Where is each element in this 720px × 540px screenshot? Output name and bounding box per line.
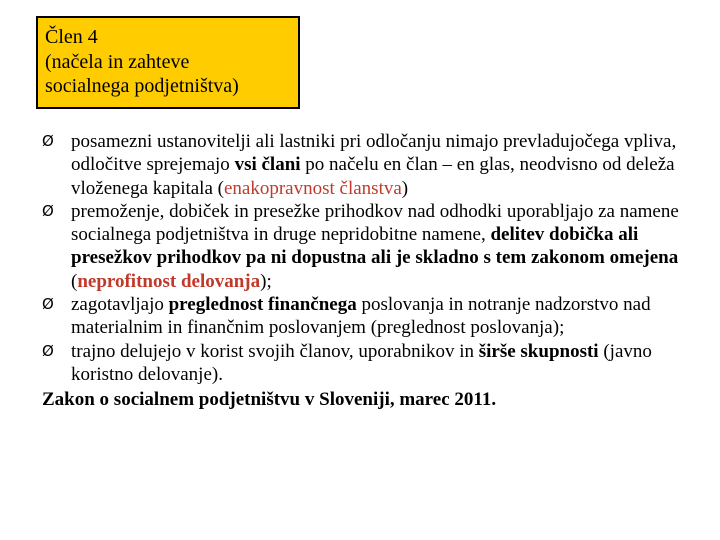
principles-list <box>42 130 702 412</box>
item-text: trajno delujejo v korist svojih članov, uporabnikov in <box>71 340 479 362</box>
item-text: zagotavljajo <box>71 294 169 316</box>
footer-citation: Zakon o socialnem podjetništvu v Sloveniji, marec 2011. <box>42 389 497 411</box>
arrow-bullet-icon: Ø <box>42 201 54 220</box>
item-text: ); <box>260 270 272 292</box>
item-text: ) <box>401 177 409 199</box>
item-emphasis: delitev dobička ali presežkov prihodkov pa ni dopustna ali je skladno s tem zakonom omejena <box>71 224 679 269</box>
item-emphasis: vsi člani <box>234 154 301 176</box>
title-line-1: Člen 4 <box>45 26 98 48</box>
list-item <box>42 200 702 293</box>
item-text: premoženje, dobiček in presežke prihodkov nad odhodki uporabljajo za namene socialnega podjetništva in druge nepridobitne namene, <box>71 200 679 246</box>
item-text: ( <box>71 270 78 292</box>
title-box <box>36 16 300 109</box>
arrow-bullet-icon: Ø <box>42 341 54 360</box>
item-emphasis: širše skupnosti <box>478 340 599 362</box>
list-item <box>42 340 702 387</box>
item-highlight: enakopravnost članstva <box>223 177 402 199</box>
title-line-2: (načela in zahteve <box>45 50 190 73</box>
item-text: po načelu en član – en glas, neodvisno od deleža vloženega kapitala ( <box>71 154 675 199</box>
item-text: poslovanja in notranje nadzorstvo nad materialnim in finančnim poslovanjem (preglednost poslovanja); <box>71 294 651 339</box>
list-item <box>42 130 702 200</box>
item-text: posamezni ustanovitelji ali lastniki pri odločanju nimajo prevladujočega vpliva, odločitve sprejemajo <box>71 131 677 176</box>
arrow-bullet-icon: Ø <box>42 132 54 150</box>
item-emphasis: preglednost finančnega <box>168 294 357 316</box>
arrow-bullet-icon: Ø <box>42 295 54 314</box>
list-item <box>42 293 702 340</box>
title-line-3: socialnega podjetništva) <box>45 75 239 97</box>
item-text: (javno koristno delovanje). <box>71 340 652 385</box>
item-highlight: neprofitnost delovanja <box>77 270 261 292</box>
